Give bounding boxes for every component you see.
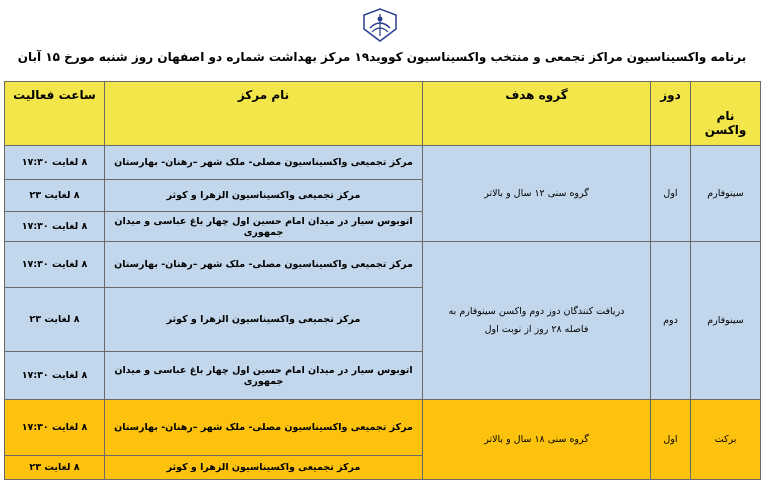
header-hours: ساعت فعالیت — [5, 82, 105, 146]
center-cell: اتوبوس سیار در میدان امام حسین اول چهار باغ عباسی و میدان جمهوری — [105, 212, 423, 242]
dose-cell: دوم — [651, 242, 691, 400]
vaccination-schedule-table — [4, 81, 761, 480]
center-cell: مرکز تجمیعی واکسیناسیون الزهرا و کوثر — [105, 288, 423, 352]
hours-cell: ۸ لغایت ۱۷:۳۰ — [5, 242, 105, 288]
vaccine-cell: برکت — [691, 400, 761, 480]
table-row — [5, 242, 761, 288]
vaccine-cell: سینوفارم — [691, 146, 761, 242]
center-cell: مرکز تجمیعی واکسیناسیون مصلی- ملک شهر –رهنان- بهارستان — [105, 242, 423, 288]
header-center: نام مرکز — [105, 82, 423, 146]
target-cell: گروه سنی ۱۲ سال و بالاتر — [423, 146, 651, 242]
hours-cell: ۸ لغایت ۱۷:۳۰ — [5, 352, 105, 400]
hours-cell: ۸ لغایت ۲۳ — [5, 180, 105, 212]
vaccine-cell: سینوفارم — [691, 242, 761, 400]
center-cell: مرکز تجمیعی واکسیناسیون الزهرا و کوثر — [105, 456, 423, 480]
university-emblem-icon — [360, 8, 400, 42]
center-cell: مرکز تجمیعی واکسیناسیون مصلی- ملک شهر –رهنان- بهارستان — [105, 146, 423, 180]
hours-cell: ۸ لغایت ۱۷:۳۰ — [5, 400, 105, 456]
page-title: برنامه واکسیناسیون مراکز تجمعی و منتخب واکسیناسیون کووید۱۹ مرکز بهداشت شماره دو اصفهان روز شنبه مورخ ۱۵ آبان — [17, 50, 747, 64]
center-cell: مرکز تجمیعی واکسیناسیون مصلی- ملک شهر –رهنان- بهارستان — [105, 400, 423, 456]
target-cell: گروه سنی ۱۸ سال و بالاتر — [423, 400, 651, 480]
dose-cell: اول — [651, 400, 691, 480]
table-row — [5, 146, 761, 180]
table-row — [5, 400, 761, 456]
header-dose: دوز — [651, 82, 691, 146]
dose-cell: اول — [651, 146, 691, 242]
hours-cell: ۸ لغایت ۲۳ — [5, 288, 105, 352]
hours-cell: ۸ لغایت ۱۷:۳۰ — [5, 212, 105, 242]
header-vaccine: نام واکسن — [691, 82, 761, 146]
center-cell: اتوبوس سیار در میدان امام حسین اول چهار باغ عباسی و میدان جمهوری — [105, 352, 423, 400]
header-target: گروه هدف — [423, 82, 651, 146]
center-cell: مرکز تجمیعی واکسیناسیون الزهرا و کوثر — [105, 180, 423, 212]
hours-cell: ۸ لغایت ۲۳ — [5, 456, 105, 480]
hours-cell: ۸ لغایت ۱۷:۳۰ — [5, 146, 105, 180]
header-row — [5, 82, 761, 146]
target-cell: دریافت کنندگان دوز دوم واکسن سینوفارم به فاصله ۲۸ روز از نوبت اول — [423, 242, 651, 400]
